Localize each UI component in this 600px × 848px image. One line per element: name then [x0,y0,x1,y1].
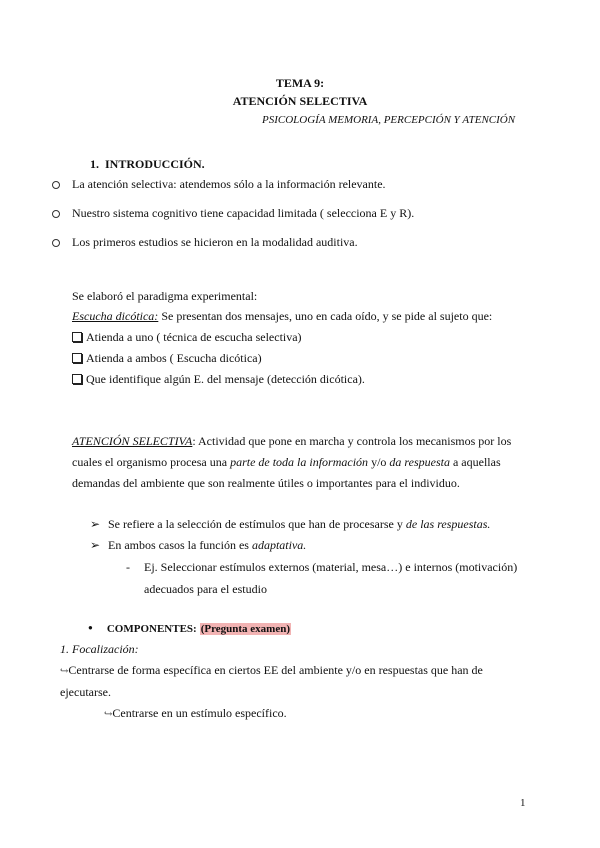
hook-arrow-icon: ↪ [60,666,69,677]
dot-bullet-icon: ● [88,623,93,632]
paradigm-intro: Se elaboró el paradigma experimental: [72,289,258,303]
page-number: 1 [520,797,526,809]
option-item: Atienda a ambos ( Escucha dicótica) [72,351,262,366]
arrow-bullet-icon: ➢ [90,517,101,531]
option-item: Atienda a uno ( técnica de escucha selectiva) [72,330,302,345]
circle-bullet-icon [52,210,60,218]
topic-number: TEMA 9: [275,76,325,90]
checkbox-icon [72,374,82,384]
component-1-title: 1. Focalización: [60,642,139,656]
sub-point-line-2: adecuados para el estudio [144,582,267,596]
option-item: Que identifique algún E. del mensaje (detección dicótica). [72,372,365,387]
subject-name: PSICOLOGÍA MEMORIA, PERCEPCIÓN Y ATENCIÓN [262,114,516,126]
section-heading-introduccion: 1. INTRODUCCIÓN. [90,157,205,171]
list-item: La atención selectiva: atendemos sólo a la información relevante. [72,177,386,191]
definition-line-3: demandas del ambiente que son realmente útiles o importantes para el individuo. [72,476,460,490]
dichotic-label: Escucha dicótica: [72,309,159,323]
circle-bullet-icon [52,239,60,247]
definition-line-2: cuales el organismo procesa una parte de toda la información y/o da respuesta a aquellas [72,455,501,469]
definition-line-1: ATENCIÓN SELECTIVA: Actividad que pone en marcha y controla los mecanismos por los [72,434,512,448]
list-item: Los primeros estudios se hicieron en la modalidad auditiva. [72,235,358,249]
arrow-bullet-icon: ➢ [90,538,101,552]
hook-arrow-icon: ↪ [104,709,113,720]
sub-point-dash: - [126,560,130,574]
components-heading: ● COMPONENTES: (Pregunta examen) [88,623,290,635]
circle-bullet-icon [52,181,60,189]
point-item: ➢ En ambos casos la función es adaptativa. [90,538,307,552]
definition-term: ATENCIÓN SELECTIVA [72,434,193,448]
page-title: ATENCIÓN SELECTIVA [232,94,368,108]
list-item: Nuestro sistema cognitivo tiene capacidad limitada ( selecciona E y R). [72,206,415,220]
component-1-line-2: ejecutarse. [60,685,111,699]
dichotic-listening-line [72,309,492,324]
dichotic-text: Se presentan dos mensajes, uno en cada oído, y se pide al sujeto que: [158,309,493,323]
component-1-line-1: ↪Centrarse de forma específica en ciertos EE del ambiente y/o en respuestas que han de [60,663,483,677]
point-item: ➢ Se refiere a la selección de estímulos que han de procesarse y de las respuestas. [90,517,491,531]
exam-question-highlight: (Pregunta examen) [200,623,290,635]
component-1-sub: ↪Centrarse en un estímulo específico. [104,706,287,720]
checkbox-icon [72,353,82,363]
checkbox-icon [72,332,82,342]
sub-point-line-1: Ej. Seleccionar estímulos externos (material, mesa…) e internos (motivación) [144,560,518,574]
